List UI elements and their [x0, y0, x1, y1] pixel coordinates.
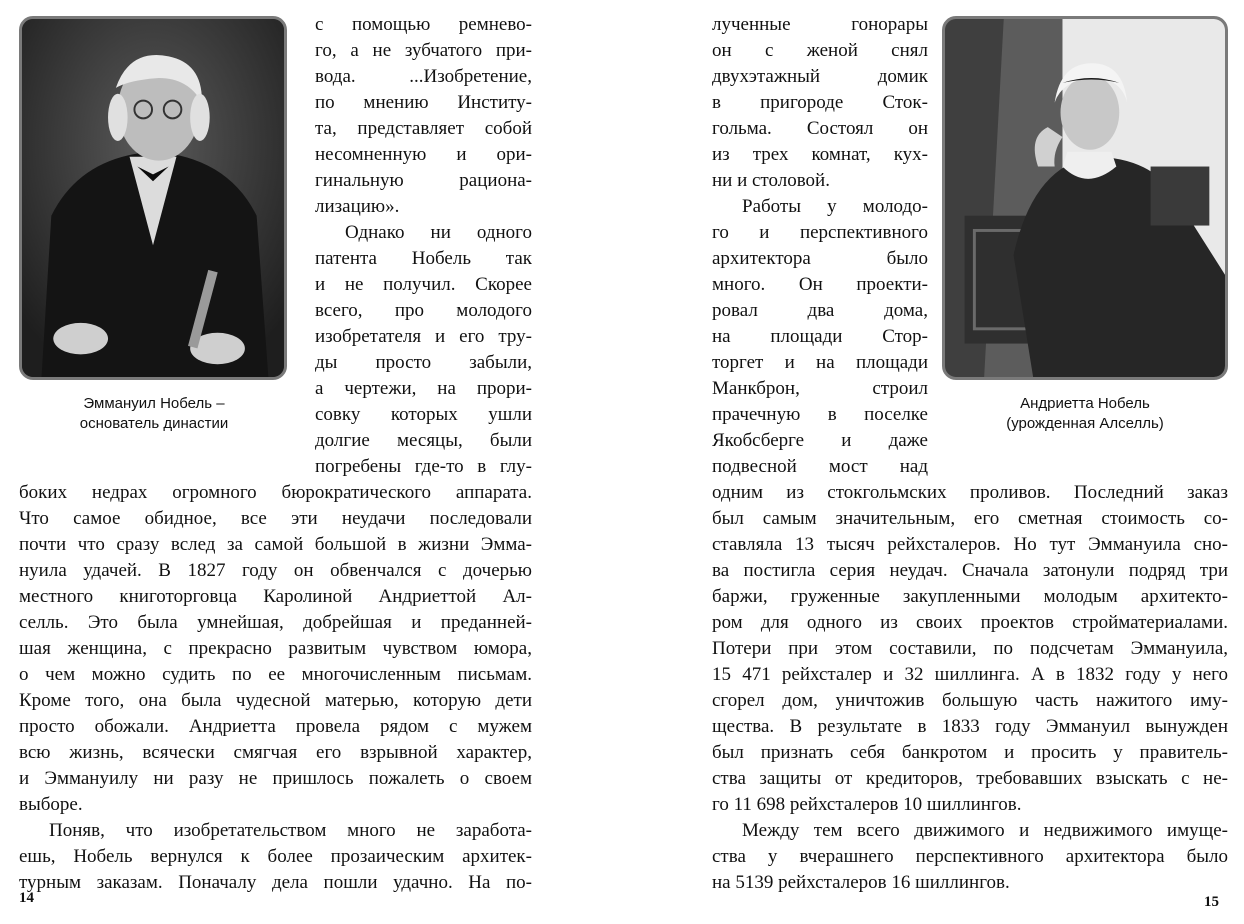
text-line: был самым значительным, его сметная стоимость со-	[712, 508, 1228, 529]
text-line: Манкброн, строил	[712, 378, 928, 399]
text-line: в пригороде Сток-	[712, 92, 928, 113]
text-line: вода. ...Изобретение,	[315, 66, 532, 87]
text-line: ровал два дома,	[712, 300, 928, 321]
text-line: Потери при этом составили, по подсчетам Эммануила,	[712, 638, 1228, 659]
text-line: го и перспективного	[712, 222, 928, 243]
text-line: погребены где-то в глу-	[315, 456, 532, 477]
text-line: и не получил. Скорее	[315, 274, 532, 295]
text-line: двухэтажный домик	[712, 66, 928, 87]
text-line: много. Он проекти-	[712, 274, 928, 295]
page-number: 15	[1204, 894, 1219, 910]
text-line: о чем можно судить по ее многочисленным письмам.	[19, 664, 532, 685]
text-line: сгорел дом, уничтожив большую часть нажитого иму-	[712, 690, 1228, 711]
text-line: одним из стокгольмских проливов. Последний заказ	[712, 482, 1228, 503]
text-line: торгет и на площади	[712, 352, 928, 373]
caption-line: (урожденная Алселль)	[1006, 415, 1164, 432]
text-line: Однако ни одного	[345, 222, 532, 243]
caption-line: основатель династии	[79, 415, 229, 432]
text-line: 15 471 рейхсталер и 32 шиллинга. А в 1832 году у него	[712, 664, 1228, 685]
photo-caption	[945, 394, 1225, 434]
text-line: почти что сразу вслед за самой большой в жизни Эмма-	[19, 534, 532, 555]
text-line: та, представляет собой	[315, 118, 532, 139]
text-line: ром для одного из своих проектов стройматериалами.	[712, 612, 1228, 633]
text-line: патента Нобель так	[315, 248, 532, 269]
text-line: ставляла 13 тысяч рейхсталеров. Но тут Эммануила сно-	[712, 534, 1228, 555]
text-line: местного книготорговца Каролиной Андриеттой Ал-	[19, 586, 532, 607]
portrait-photo-andriette	[942, 16, 1228, 380]
text-line: прачечную в поселке	[712, 404, 928, 425]
text-line: выборе.	[19, 794, 83, 815]
portrait-photo-icon	[945, 19, 1225, 377]
right-page	[622, 0, 1244, 924]
text-line: ды просто забыли,	[315, 352, 532, 373]
text-line: всего, про молодого	[315, 300, 532, 321]
text-line: на 5139 рейхсталеров 16 шиллингов.	[712, 872, 1010, 893]
text-line: ешь, Нобель вернулся к более прозаическим архитек-	[19, 846, 532, 867]
text-line: Между тем всего движимого и недвижимого имуще-	[742, 820, 1228, 841]
text-line: го, а не зубчатого при-	[315, 40, 532, 61]
text-line: был признать себя банкротом и просить у правитель-	[712, 742, 1228, 763]
text-line: Якобсберге и даже	[712, 430, 928, 451]
text-line: турным заказам. Поначалу дела пошли удачно. На по-	[19, 872, 532, 893]
text-line: по мнению Институ-	[315, 92, 532, 113]
text-line: шая женщина, с прекрасно развитым чувством юмора,	[19, 638, 532, 659]
text-line: изобретателя и его тру-	[315, 326, 532, 347]
text-line: всю жизнь, всячески смягчая его взрывной характер,	[19, 742, 532, 763]
caption-line: Андриетта Нобель	[1020, 395, 1150, 412]
caption-line: Эммануил Нобель –	[83, 395, 225, 412]
text-line: ства у вчерашнего перспективного архитектора было	[712, 846, 1228, 867]
text-line: боких недрах огромного бюрократического аппарата.	[19, 482, 532, 503]
text-line: с помощью ремнево-	[315, 14, 532, 35]
text-line: просто обожали. Андриетта провела рядом с мужем	[19, 716, 532, 737]
text-line: совку которых ушли	[315, 404, 532, 425]
text-line: ва постигла серия неудач. Сначала затонули подряд три	[712, 560, 1228, 581]
portrait-photo-icon	[22, 19, 284, 377]
text-line: он с женой снял	[712, 40, 928, 61]
text-line: го 11 698 рейхсталеров 10 шиллингов.	[712, 794, 1022, 815]
text-line: баржи, груженные закупленными молодым архитекто-	[712, 586, 1228, 607]
text-line: Что самое обидное, все эти неудачи последовали	[19, 508, 532, 529]
full-text-column	[712, 480, 1228, 896]
photo-caption	[24, 394, 284, 434]
text-line: несомненную и ори-	[315, 144, 532, 165]
text-line: подвесной мост над	[712, 456, 928, 477]
text-line: лизацию».	[315, 196, 400, 217]
text-line: Кроме того, она была чудесной матерью, которую дети	[19, 690, 532, 711]
page-number: 14	[19, 890, 34, 906]
text-line: гинальную рационa-	[315, 170, 532, 191]
full-text-column	[19, 480, 532, 896]
text-line: Работы у молодо-	[742, 196, 928, 217]
text-line: из трех комнат, кух-	[712, 144, 928, 165]
text-line: нуила удачей. В 1827 году он обвенчался с дочерью	[19, 560, 532, 581]
text-line: архитектора было	[712, 248, 928, 269]
text-line: долгие месяцы, были	[315, 430, 532, 451]
text-line: щества. В результате в 1833 году Эммануил вынужден	[712, 716, 1228, 737]
side-text-column	[315, 12, 532, 480]
text-line: гольма. Состоял он	[712, 118, 928, 139]
text-line: Поняв, что изобретательством много не заработа-	[49, 820, 532, 841]
text-line: а чертежи, на прори-	[315, 378, 532, 399]
text-line: ства защиты от кредиторов, требовавших взыскать с не-	[712, 768, 1228, 789]
side-text-column	[712, 12, 928, 480]
text-line: селль. Это была умнейшая, добрейшая и преданней-	[19, 612, 532, 633]
text-line: и Эммануилу ни разу не пришлось пожалеть о своем	[19, 768, 532, 789]
text-line: на площади Стор-	[712, 326, 928, 347]
portrait-photo-emmanuel	[19, 16, 287, 380]
text-line: ни и столовой.	[712, 170, 830, 191]
text-line: лученные гонорары	[712, 14, 928, 35]
